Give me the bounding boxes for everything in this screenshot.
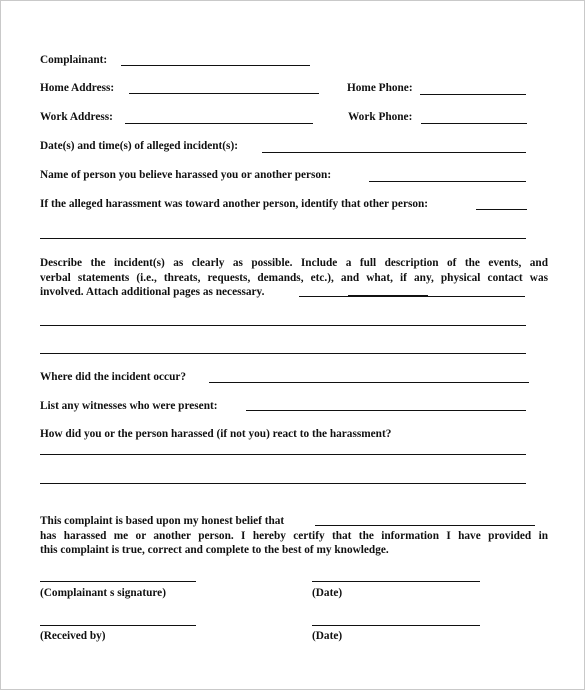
reaction-field-line-2[interactable] [40,483,526,484]
witnesses-field[interactable] [246,410,526,411]
other-person-field-line-2[interactable] [40,238,526,239]
received-by-field[interactable] [40,625,196,626]
signature-date-label: (Date) [312,587,343,599]
describe-field-line-2[interactable] [40,325,526,326]
signature-date-field[interactable] [312,581,480,582]
received-by-label: (Received by) [40,630,106,642]
incident-dates-field[interactable] [262,152,526,153]
certification-text [40,514,548,558]
work-address-field[interactable] [125,123,313,124]
complainant-signature-field[interactable] [40,581,196,582]
received-date-field[interactable] [312,625,480,626]
describe-line-3: involved. Attach additional pages as necessary. [40,286,265,299]
complainant-signature-label: (Complainant s signature) [40,587,166,599]
location-field[interactable] [209,382,529,383]
complainant-field[interactable] [121,65,310,66]
accused-name-field[interactable] [315,525,535,526]
home-address-label: Home Address: [40,82,115,94]
home-phone-label: Home Phone: [347,82,413,94]
complainant-label: Complainant: [40,54,108,66]
work-address-label: Work Address: [40,111,113,123]
describe-field-line-3[interactable] [40,353,526,354]
other-person-field[interactable] [476,209,527,210]
describe-field-overlay [348,295,428,296]
certification-line-3: this complaint is true, correct and complete to the best of my knowledge. [40,544,389,557]
home-phone-field[interactable] [420,94,526,95]
home-address-field[interactable] [129,93,319,94]
other-person-label: If the alleged harassment was toward another person, identify that other person: [40,198,429,210]
certification-line-1: This complaint is based upon my honest belief that [40,515,285,527]
work-phone-field[interactable] [421,123,527,124]
describe-line-2: verbal statements (i.e., threats, requests, demands, etc.), and what, if any, physical contact was [40,271,548,284]
reaction-label: How did you or the person harassed (if not you) react to the harassment? [40,428,392,440]
received-date-label: (Date) [312,630,343,642]
certification-line-2: has harassed me or another person. I hereby certify that the information I have provided in [40,529,548,542]
describe-instructions [40,256,548,300]
describe-field-line-1[interactable] [299,296,525,297]
work-phone-label: Work Phone: [348,111,413,123]
location-label: Where did the incident occur? [40,371,187,383]
harasser-name-field[interactable] [369,181,526,182]
witnesses-label: List any witnesses who were present: [40,400,218,412]
describe-line-1: Describe the incident(s) as clearly as possible. Include a full description of the events, and [40,257,548,269]
harasser-name-label: Name of person you believe harassed you or another person: [40,169,332,181]
reaction-field-line-1[interactable] [40,454,526,455]
incident-dates-label: Date(s) and time(s) of alleged incident(s): [40,140,238,152]
